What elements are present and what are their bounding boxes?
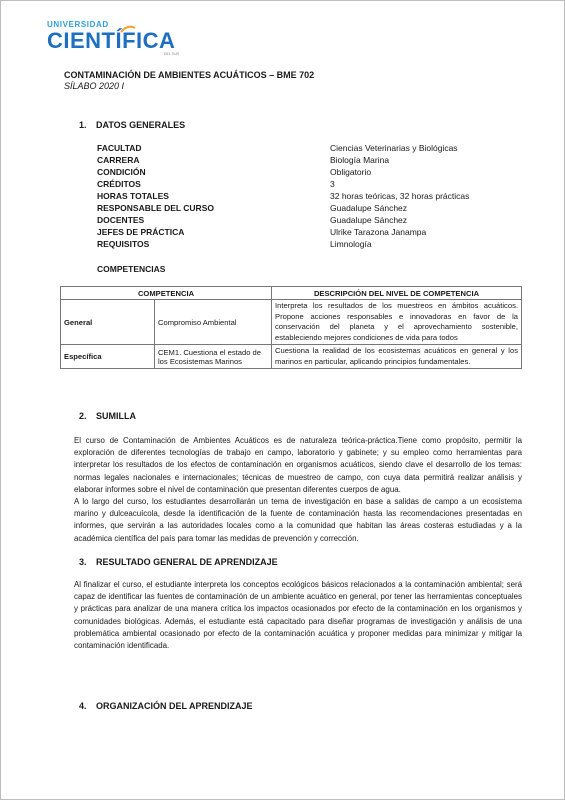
column-header-descripcion: DESCRIPCIÓN DEL NIVEL DE COMPETENCIA <box>272 287 522 300</box>
sumilla-paragraph-1: El curso de Contaminación de Ambientes Acuáticos es de naturaleza teórica-práctica.Tiene como propósito, permitir la exploración de diferentes tecnologías de trabajo en campo, laboratorio y gabinete; y su empleo como herramientas para interpretar los resultados de los efectos de contaminación en organismos acuáticos, siendo clave el desarrollo de los temas: normas legales nacionales e internacionales; técnicas de muestreo de campo, con cuya data permitirá realizar análisis y elaborar informes sobre el nivel de contaminación que presentan diferentes cuerpos de agua. <box>74 436 522 494</box>
info-label: HORAS TOTALES <box>97 191 169 201</box>
info-label: DOCENTES <box>97 215 145 225</box>
info-label: REQUISITOS <box>97 239 150 249</box>
competencia-name-cell: Compromiso Ambiental <box>155 300 272 345</box>
table-row <box>61 345 522 369</box>
section-number: 4. <box>79 701 87 711</box>
info-row-carrera <box>97 154 497 166</box>
section-number: 2. <box>79 411 87 421</box>
competencias-table <box>60 286 522 369</box>
logo-main-text: CIENTÍFICA <box>47 28 176 53</box>
info-label: CONDICIÓN <box>97 167 146 177</box>
info-value: Guadalupe Sánchez <box>330 203 408 213</box>
info-label: RESPONSABLE DEL CURSO <box>97 203 214 213</box>
competencia-description-cell: Cuestiona la realidad de los ecosistemas acuáticos en general y los marinos en particular, aplicando principios fundamentales. <box>272 345 522 369</box>
university-logo <box>47 20 187 60</box>
info-row-horas-totales <box>97 190 497 202</box>
section-heading-sumilla <box>79 411 136 421</box>
info-value: 3 <box>330 179 335 189</box>
section-heading-organizacion <box>79 701 253 711</box>
competencia-name-cell: CEM1. Cuestiona el estado de los Ecosistemas Marinos <box>155 345 272 369</box>
info-value: Limnología <box>330 239 372 249</box>
info-row-condicion <box>97 166 497 178</box>
table-header-row <box>61 287 522 300</box>
info-value: Ulrike Tarazona Janampa <box>330 227 427 237</box>
info-value: Guadalupe Sánchez <box>330 215 408 225</box>
swoosh-icon <box>120 25 136 33</box>
table-row <box>61 300 522 345</box>
info-row-requisitos <box>97 238 497 250</box>
logo-sub-text: DEL SUR <box>163 52 179 56</box>
info-row-responsable <box>97 202 497 214</box>
info-label: CRÉDITOS <box>97 179 141 189</box>
info-label: FACULTAD <box>97 143 142 153</box>
section-heading-datos-generales <box>79 120 185 130</box>
info-value: Biología Marina <box>330 155 390 165</box>
info-value: Obligatorio <box>330 167 372 177</box>
info-row-jefes-practica <box>97 226 497 238</box>
datos-generales-list <box>97 142 497 250</box>
info-row-facultad <box>97 142 497 154</box>
info-row-docentes <box>97 214 497 226</box>
section-title: SUMILLA <box>96 411 136 421</box>
logo-top-text: UNIVERSIDAD <box>47 20 109 29</box>
section-title: ORGANIZACIÓN DEL APRENDIZAJE <box>96 701 253 711</box>
info-label: JEFES DE PRÁCTICA <box>97 227 185 237</box>
info-label: CARRERA <box>97 155 140 165</box>
section-number: 1. <box>79 120 87 130</box>
competencias-heading: COMPETENCIAS <box>97 264 166 274</box>
competencia-type-cell: Específica <box>61 345 155 369</box>
section-number: 3. <box>79 557 87 567</box>
document-subtitle: SÍLABO 2020 I <box>64 81 125 91</box>
section-title: DATOS GENERALES <box>96 120 186 130</box>
sumilla-paragraph-2: A lo largo del curso, los estudiantes desarrollarán un tema de investigación en base a salidas de campo a un ecosistema marino y dulceacuícola, desde la identificación de la fuente de contaminación hasta las recomendaciones presentadas en informes, que servirán a las autoridades locales como a la comunidad que habitan las áreas costeras estudiadas y a la académica científica del país para tomar las medidas de prevención y corrección. <box>74 497 522 543</box>
info-row-creditos <box>97 178 497 190</box>
competencia-description-cell: Interpreta los resultados de los muestreos en ámbitos acuáticos. Propone acciones responsables e innovadoras en favor de la conservación del planeta y el aprovechamiento sostenible, estableciendo mejores condiciones de vida para todos <box>272 300 522 345</box>
info-value: 32 horas teóricas, 32 horas prácticas <box>330 191 470 201</box>
section-heading-resultado <box>79 557 278 567</box>
competencia-type-cell: General <box>61 300 155 345</box>
section-title: RESULTADO GENERAL DE APRENDIZAJE <box>96 557 278 567</box>
column-header-competencia: COMPETENCIA <box>61 287 272 300</box>
resultado-paragraph: Al finalizar el curso, el estudiante interpreta los conceptos ecológicos básicos relacionados a la contaminación ambiental; será capaz de identificar las fuentes de contaminación de un ambiente acuático en general, por tener las herramientas conceptuales y prácticas para analizar de una manera crítica los impactos ocasionados por efecto de la contaminación en los organismos y comunidades biológicas. Además, el estudiante está capacitado para diseñar programas de investigación y análisis de una problemática ambiental ocasionado por efecto de la contaminación acuática y proponer medidas para minimizar y mitigar la contaminación identificada. <box>74 580 522 651</box>
document-title: CONTAMINACIÓN DE AMBIENTES ACUÁTICOS – BME 702 <box>64 70 315 80</box>
info-value: Ciencias Veterinarias y Biológicas <box>330 143 458 153</box>
